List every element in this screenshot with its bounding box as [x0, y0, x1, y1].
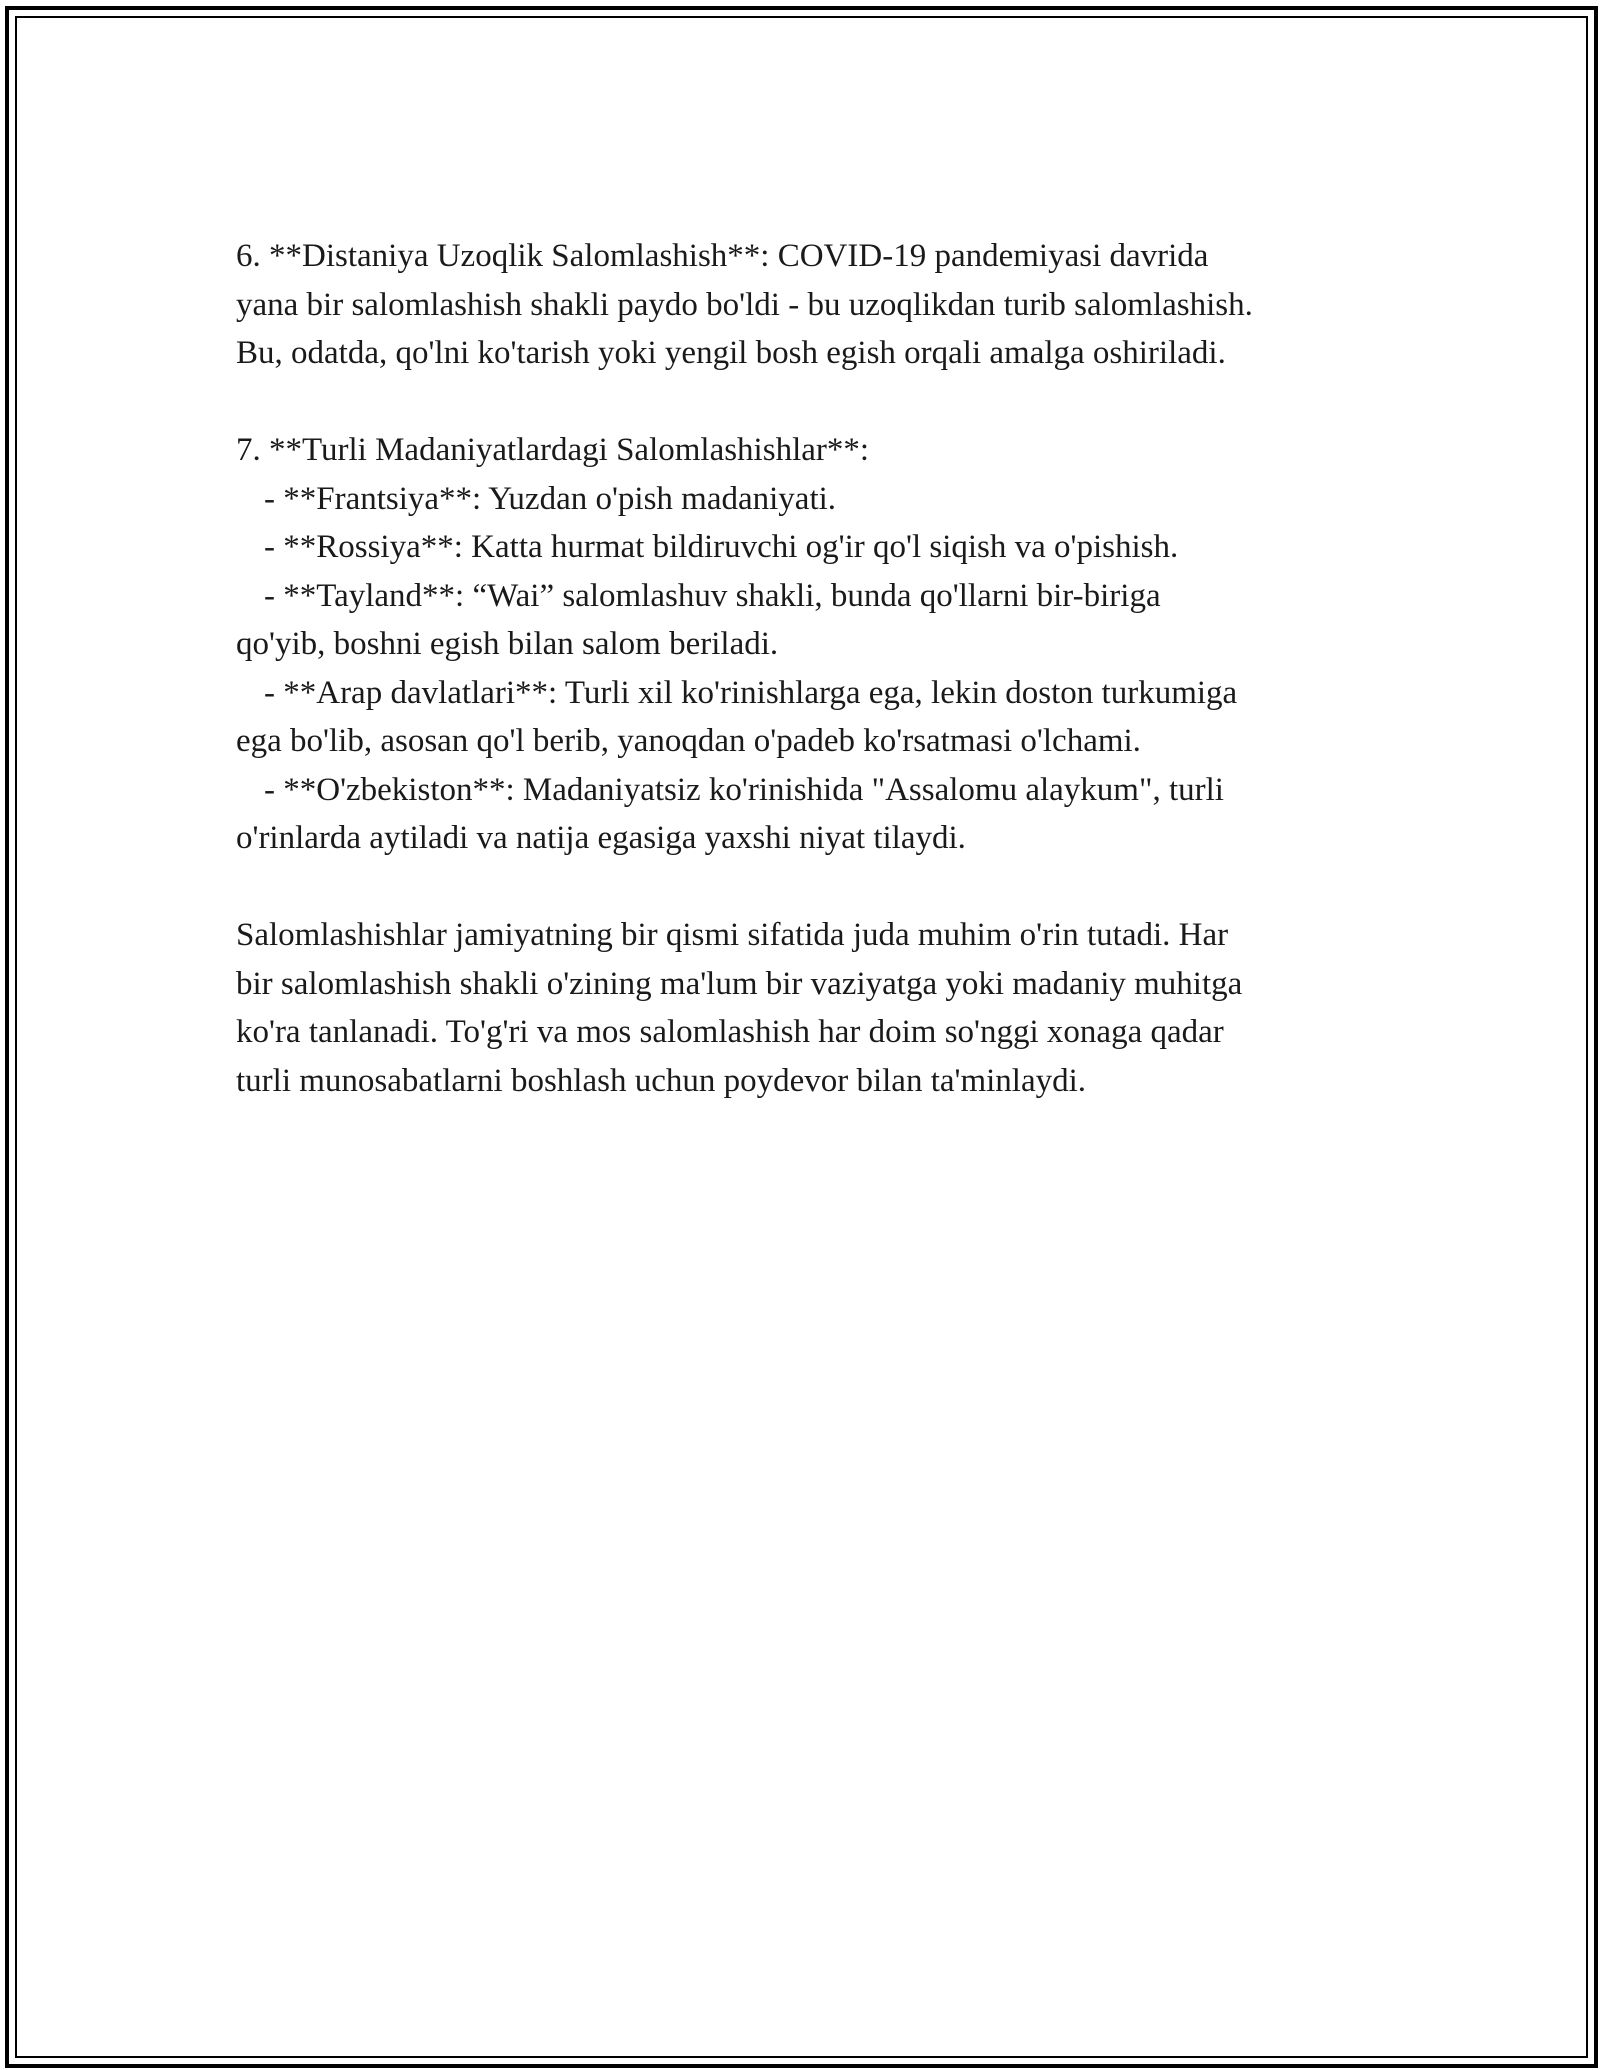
- section-7-block: [236, 426, 1426, 863]
- list-item-ozbekiston: - **O'zbekiston**: Madaniyatsiz ko'rinishida "Assalomu alaykum", turli: [264, 771, 1224, 808]
- text-line: Salomlashishlar jamiyatning bir qismi sifatida juda muhim o'rin tutadi. Har: [236, 917, 1229, 953]
- list-item-rossiya: - **Rossiya**: Katta hurmat bildiruvchi og'ir qo'l siqish va o'pishish.: [264, 529, 1179, 565]
- text-line: ko'ra tanlanadi. To'g'ri va mos salomlashish har doim so'nggi xonaga qadar: [236, 1014, 1224, 1050]
- list-item-arap-davlatlari: - **Arap davlatlari**: Turli xil ko'rinishlarga ega, lekin doston turkumiga: [264, 674, 1238, 711]
- conclusion-paragraph: [236, 911, 1426, 1105]
- text-line: bir salomlashish shakli o'zining ma'lum bir vaziyatga yoki madaniy muhitga: [236, 965, 1243, 1002]
- paragraph-gap: [236, 863, 1426, 912]
- list-item-ozbekiston-continued: o'rinlarda aytiladi va natija egasiga yaxshi niyat tilaydi.: [236, 820, 966, 856]
- list-item-arap-davlatlari-continued: ega bo'lib, asosan qo'l berib, yanoqdan o'padeb ko'rsatmasi o'lchami.: [236, 723, 1141, 759]
- list-item-tayland: - **Tayland**: “Wai” salomlashuv shakli, bunda qo'llarni bir-biriga: [264, 577, 1161, 614]
- text-line: Bu, odatda, qo'lni ko'tarish yoki yengil bosh egish orqali amalga oshiriladi.: [236, 335, 1226, 371]
- paragraph-gap: [236, 378, 1426, 427]
- list-item-frantsiya: - **Frantsiya**: Yuzdan o'pish madaniyati.: [264, 480, 837, 517]
- text-line: yana bir salomlashish shakli paydo bo'ldi - bu uzoqlikdan turib salomlashish.: [236, 286, 1253, 323]
- section-7-heading: 7. **Turli Madaniyatlardagi Salomlashishlar**:: [236, 432, 870, 468]
- text-line: 6. **Distaniya Uzoqlik Salomlashish**: COVID-19 pandemiyasi davrida: [236, 238, 1209, 274]
- section-6-paragraph: [236, 232, 1426, 378]
- document-body: [236, 232, 1426, 1105]
- list-item-tayland-continued: qo'yib, boshni egish bilan salom beriladi.: [236, 626, 779, 662]
- text-line: turli munosabatlarni boshlash uchun poydevor bilan ta'minlaydi.: [236, 1062, 1087, 1099]
